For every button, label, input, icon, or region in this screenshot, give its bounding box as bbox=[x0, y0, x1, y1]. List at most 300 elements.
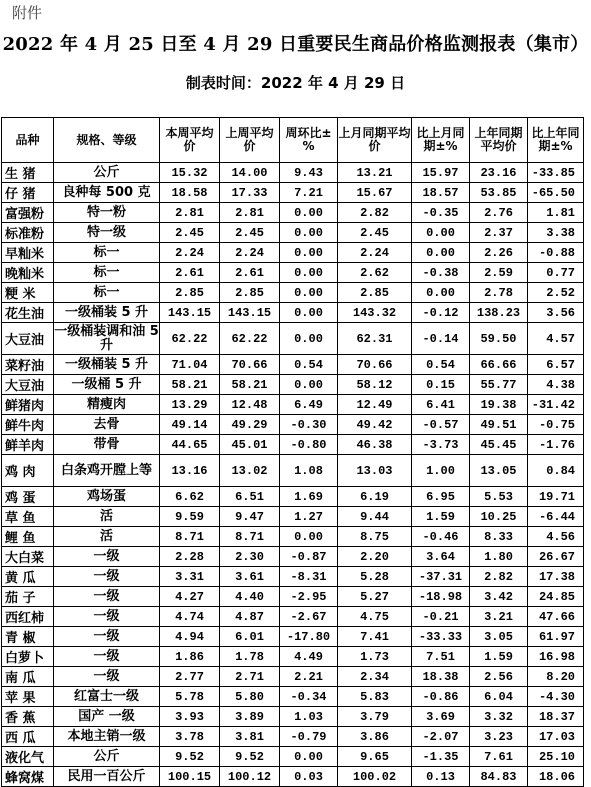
cell-year-change: -6.44 bbox=[528, 507, 584, 527]
cell-spec: 公斤 bbox=[54, 163, 160, 183]
cell-last-year: 2.37 bbox=[470, 223, 528, 243]
cell-last-month: 2.85 bbox=[338, 283, 412, 303]
cell-year-change: 17.38 bbox=[528, 567, 584, 587]
cell-last-month: 12.49 bbox=[338, 395, 412, 415]
table-row bbox=[2, 747, 584, 767]
cell-product-name: 香 蕉 bbox=[2, 707, 54, 727]
cell-product-name: 大白菜 bbox=[2, 547, 54, 567]
cell-year-change: -33.85 bbox=[528, 163, 584, 183]
cell-product-name: 仔 猪 bbox=[2, 183, 54, 203]
cell-month-change: -0.21 bbox=[412, 607, 470, 627]
cell-month-change: 6.95 bbox=[412, 487, 470, 507]
report-date: 制表时间：2022 年 4 月 29 日 bbox=[185, 74, 406, 92]
cell-year-change: 6.57 bbox=[528, 355, 584, 375]
col-header-last-year: 上年同期平均价 bbox=[470, 118, 528, 163]
cell-last-month: 46.38 bbox=[338, 435, 412, 455]
cell-year-change: 3.38 bbox=[528, 223, 584, 243]
cell-last-month: 70.66 bbox=[338, 355, 412, 375]
table-row bbox=[2, 183, 584, 203]
cell-spec: 公斤 bbox=[54, 747, 160, 767]
cell-year-change: -1.76 bbox=[528, 435, 584, 455]
cell-this-week: 4.27 bbox=[160, 587, 220, 607]
cell-this-week: 5.78 bbox=[160, 687, 220, 707]
cell-spec: 一级 bbox=[54, 547, 160, 567]
cell-last-week: 2.30 bbox=[220, 547, 280, 567]
cell-month-change: -0.86 bbox=[412, 687, 470, 707]
cell-week-change: 1.03 bbox=[280, 707, 338, 727]
cell-spec: 标一 bbox=[54, 283, 160, 303]
cell-week-change: 0.00 bbox=[280, 747, 338, 767]
cell-this-week: 13.29 bbox=[160, 395, 220, 415]
cell-spec: 一级 bbox=[54, 567, 160, 587]
cell-last-year: 8.33 bbox=[470, 527, 528, 547]
table-row bbox=[2, 687, 584, 707]
table-row bbox=[2, 303, 584, 323]
cell-last-week: 49.29 bbox=[220, 415, 280, 435]
cell-last-month: 13.21 bbox=[338, 163, 412, 183]
cell-month-change: -1.35 bbox=[412, 747, 470, 767]
cell-this-week: 62.22 bbox=[160, 323, 220, 355]
cell-last-month: 2.45 bbox=[338, 223, 412, 243]
cell-year-change: 0.84 bbox=[528, 455, 584, 487]
cell-last-month: 62.31 bbox=[338, 323, 412, 355]
cell-month-change: -18.98 bbox=[412, 587, 470, 607]
cell-spec: 一级桶装调和油 5 升 bbox=[54, 323, 159, 353]
cell-week-change: 0.00 bbox=[280, 203, 338, 223]
cell-last-year: 3.42 bbox=[470, 587, 528, 607]
cell-week-change: 0.00 bbox=[280, 527, 338, 547]
cell-week-change: 0.54 bbox=[280, 355, 338, 375]
cell-last-month: 4.75 bbox=[338, 607, 412, 627]
cell-last-week: 5.80 bbox=[220, 687, 280, 707]
cell-month-change: 0.13 bbox=[412, 767, 470, 787]
cell-last-month: 2.24 bbox=[338, 243, 412, 263]
cell-month-change: -0.35 bbox=[412, 203, 470, 223]
cell-last-month: 2.20 bbox=[338, 547, 412, 567]
table-row bbox=[2, 487, 584, 507]
cell-week-change: 0.00 bbox=[280, 243, 338, 263]
cell-month-change: -0.12 bbox=[412, 303, 470, 323]
table-row bbox=[2, 547, 584, 567]
cell-last-week: 70.66 bbox=[220, 355, 280, 375]
table-row bbox=[2, 587, 584, 607]
cell-spec: 一级 bbox=[54, 647, 160, 667]
cell-last-year: 3.05 bbox=[470, 627, 528, 647]
cell-product-name: 鸡 肉 bbox=[2, 455, 54, 487]
cell-product-name: 晚籼米 bbox=[2, 263, 54, 283]
cell-product-name: 大豆油 bbox=[2, 323, 54, 355]
cell-this-week: 9.59 bbox=[160, 507, 220, 527]
cell-last-week: 2.24 bbox=[220, 243, 280, 263]
table-row bbox=[2, 455, 584, 487]
cell-product-name: 大豆油 bbox=[2, 375, 54, 395]
cell-last-month: 15.67 bbox=[338, 183, 412, 203]
cell-spec: 良种每 500 克 bbox=[54, 183, 160, 203]
cell-spec: 国产 一级 bbox=[54, 707, 160, 727]
table-row bbox=[2, 507, 584, 527]
cell-spec: 去骨 bbox=[54, 415, 160, 435]
cell-product-name: 南 瓜 bbox=[2, 667, 54, 687]
attachment-label: 附件 bbox=[12, 4, 43, 22]
cell-last-week: 3.61 bbox=[220, 567, 280, 587]
cell-this-week: 15.32 bbox=[160, 163, 220, 183]
table-row bbox=[2, 567, 584, 587]
cell-product-name: 西 瓜 bbox=[2, 727, 54, 747]
cell-product-name: 蜂窝煤 bbox=[2, 767, 54, 787]
cell-year-change: -0.75 bbox=[528, 415, 584, 435]
cell-product-name: 粳 米 bbox=[2, 283, 54, 303]
cell-last-week: 2.45 bbox=[220, 223, 280, 243]
cell-product-name: 茄 子 bbox=[2, 587, 54, 607]
cell-last-year: 66.66 bbox=[470, 355, 528, 375]
col-header-month-change: 比上月同期±% bbox=[412, 118, 470, 163]
cell-year-change: 18.37 bbox=[528, 707, 584, 727]
cell-last-month: 49.42 bbox=[338, 415, 412, 435]
cell-this-week: 49.14 bbox=[160, 415, 220, 435]
cell-last-year: 2.26 bbox=[470, 243, 528, 263]
cell-spec: 精瘦肉 bbox=[54, 395, 160, 415]
cell-year-change: 17.03 bbox=[528, 727, 584, 747]
cell-last-week: 4.87 bbox=[220, 607, 280, 627]
cell-this-week: 44.65 bbox=[160, 435, 220, 455]
cell-this-week: 58.21 bbox=[160, 375, 220, 395]
cell-spec: 鸡场蛋 bbox=[54, 487, 160, 507]
cell-year-change: 4.57 bbox=[528, 323, 584, 355]
table-row bbox=[2, 727, 584, 747]
cell-product-name: 白萝卜 bbox=[2, 647, 54, 667]
cell-last-year: 138.23 bbox=[470, 303, 528, 323]
cell-last-week: 62.22 bbox=[220, 323, 280, 355]
cell-week-change: 0.00 bbox=[280, 375, 338, 395]
cell-year-change: -31.42 bbox=[528, 395, 584, 415]
table-row bbox=[2, 527, 584, 547]
cell-last-month: 8.75 bbox=[338, 527, 412, 547]
cell-week-change: -0.80 bbox=[280, 435, 338, 455]
col-header-this-week: 本周平均价 bbox=[160, 118, 220, 163]
table-row bbox=[2, 435, 584, 455]
cell-last-week: 45.01 bbox=[220, 435, 280, 455]
table-row bbox=[2, 223, 584, 243]
cell-month-change: 0.54 bbox=[412, 355, 470, 375]
cell-last-month: 5.28 bbox=[338, 567, 412, 587]
cell-year-change: -4.30 bbox=[528, 687, 584, 707]
cell-this-week: 13.16 bbox=[160, 455, 220, 487]
cell-this-week: 71.04 bbox=[160, 355, 220, 375]
cell-month-change: 15.97 bbox=[412, 163, 470, 183]
table-row bbox=[2, 415, 584, 435]
cell-product-name: 黄 瓜 bbox=[2, 567, 54, 587]
cell-last-week: 143.15 bbox=[220, 303, 280, 323]
cell-this-week: 2.61 bbox=[160, 263, 220, 283]
cell-spec: 一级 bbox=[54, 607, 160, 627]
cell-month-change: 18.57 bbox=[412, 183, 470, 203]
cell-last-week: 3.89 bbox=[220, 707, 280, 727]
cell-this-week: 8.71 bbox=[160, 527, 220, 547]
cell-this-week: 3.78 bbox=[160, 727, 220, 747]
cell-last-month: 2.34 bbox=[338, 667, 412, 687]
table-header-row bbox=[2, 118, 584, 163]
cell-product-name: 鸡 蛋 bbox=[2, 487, 54, 507]
cell-last-week: 8.71 bbox=[220, 527, 280, 547]
cell-month-change: -0.46 bbox=[412, 527, 470, 547]
cell-year-change: 24.85 bbox=[528, 587, 584, 607]
cell-last-month: 9.44 bbox=[338, 507, 412, 527]
cell-last-month: 58.12 bbox=[338, 375, 412, 395]
cell-last-year: 19.38 bbox=[470, 395, 528, 415]
cell-week-change: 4.49 bbox=[280, 647, 338, 667]
col-header-name: 品种 bbox=[2, 118, 54, 163]
cell-year-change: 47.66 bbox=[528, 607, 584, 627]
col-header-last-week: 上周平均价 bbox=[220, 118, 280, 163]
cell-this-week: 2.77 bbox=[160, 667, 220, 687]
cell-month-change: -3.73 bbox=[412, 435, 470, 455]
cell-this-week: 2.81 bbox=[160, 203, 220, 223]
cell-year-change: 8.20 bbox=[528, 667, 584, 687]
cell-this-week: 2.24 bbox=[160, 243, 220, 263]
cell-month-change: -0.14 bbox=[412, 323, 470, 355]
table-row bbox=[2, 607, 584, 627]
cell-spec: 一级 bbox=[54, 667, 160, 687]
cell-month-change: -0.38 bbox=[412, 263, 470, 283]
cell-last-month: 9.65 bbox=[338, 747, 412, 767]
cell-month-change: 3.69 bbox=[412, 707, 470, 727]
cell-last-week: 2.61 bbox=[220, 263, 280, 283]
cell-month-change: 0.00 bbox=[412, 283, 470, 303]
cell-week-change: 2.21 bbox=[280, 667, 338, 687]
cell-last-week: 3.81 bbox=[220, 727, 280, 747]
cell-month-change: -0.57 bbox=[412, 415, 470, 435]
cell-month-change: -2.07 bbox=[412, 727, 470, 747]
cell-year-change: 19.71 bbox=[528, 487, 584, 507]
cell-spec: 本地主销一级 bbox=[54, 727, 160, 747]
cell-spec: 一级桶 5 升 bbox=[54, 375, 160, 395]
cell-last-year: 45.45 bbox=[470, 435, 528, 455]
cell-product-name: 鲜牛肉 bbox=[2, 415, 54, 435]
cell-this-week: 143.15 bbox=[160, 303, 220, 323]
cell-last-year: 1.80 bbox=[470, 547, 528, 567]
cell-last-year: 3.21 bbox=[470, 607, 528, 627]
cell-last-week: 2.81 bbox=[220, 203, 280, 223]
cell-this-week: 2.85 bbox=[160, 283, 220, 303]
cell-month-change: 0.00 bbox=[412, 243, 470, 263]
cell-last-week: 1.78 bbox=[220, 647, 280, 667]
table-row bbox=[2, 163, 584, 183]
cell-last-week: 58.21 bbox=[220, 375, 280, 395]
cell-spec: 一级桶装 5 升 bbox=[54, 355, 160, 375]
cell-year-change: 4.38 bbox=[528, 375, 584, 395]
col-header-last-month: 上月同期平均价 bbox=[338, 118, 412, 163]
cell-product-name: 青 椒 bbox=[2, 627, 54, 647]
cell-year-change: -65.50 bbox=[528, 183, 584, 203]
cell-spec: 红富士一级 bbox=[54, 687, 160, 707]
cell-last-month: 3.79 bbox=[338, 707, 412, 727]
cell-spec: 标一 bbox=[54, 243, 160, 263]
cell-week-change: 9.43 bbox=[280, 163, 338, 183]
cell-last-week: 6.51 bbox=[220, 487, 280, 507]
cell-year-change: 3.56 bbox=[528, 303, 584, 323]
cell-year-change: 0.77 bbox=[528, 263, 584, 283]
cell-week-change: -0.34 bbox=[280, 687, 338, 707]
cell-this-week: 3.31 bbox=[160, 567, 220, 587]
cell-product-name: 西红柿 bbox=[2, 607, 54, 627]
cell-last-year: 59.50 bbox=[470, 323, 528, 355]
cell-month-change: 6.41 bbox=[412, 395, 470, 415]
cell-year-change: 26.67 bbox=[528, 547, 584, 567]
cell-year-change: 2.52 bbox=[528, 283, 584, 303]
cell-this-week: 1.86 bbox=[160, 647, 220, 667]
cell-product-name: 苹 果 bbox=[2, 687, 54, 707]
cell-product-name: 鲜猪肉 bbox=[2, 395, 54, 415]
col-header-year-change: 比上年同期±% bbox=[528, 118, 584, 163]
cell-spec: 特一级 bbox=[54, 223, 160, 243]
cell-product-name: 早籼米 bbox=[2, 243, 54, 263]
cell-this-week: 6.62 bbox=[160, 487, 220, 507]
cell-last-year: 7.61 bbox=[470, 747, 528, 767]
table-row bbox=[2, 243, 584, 263]
cell-year-change: 25.10 bbox=[528, 747, 584, 767]
cell-month-change: 1.00 bbox=[412, 455, 470, 487]
cell-last-year: 3.32 bbox=[470, 707, 528, 727]
cell-last-year: 2.76 bbox=[470, 203, 528, 223]
cell-week-change: 0.00 bbox=[280, 223, 338, 243]
cell-last-year: 1.59 bbox=[470, 647, 528, 667]
cell-week-change: -0.30 bbox=[280, 415, 338, 435]
cell-last-week: 9.47 bbox=[220, 507, 280, 527]
cell-this-week: 9.52 bbox=[160, 747, 220, 767]
cell-this-week: 3.93 bbox=[160, 707, 220, 727]
cell-week-change: 0.03 bbox=[280, 767, 338, 787]
cell-product-name: 草 鱼 bbox=[2, 507, 54, 527]
cell-week-change: 1.08 bbox=[280, 455, 338, 487]
cell-spec: 标一 bbox=[54, 263, 160, 283]
cell-last-year: 53.85 bbox=[470, 183, 528, 203]
cell-product-name: 鲜羊肉 bbox=[2, 435, 54, 455]
cell-week-change: -2.95 bbox=[280, 587, 338, 607]
cell-week-change: 6.49 bbox=[280, 395, 338, 415]
cell-week-change: 0.00 bbox=[280, 323, 338, 355]
cell-last-year: 49.51 bbox=[470, 415, 528, 435]
cell-month-change: 0.15 bbox=[412, 375, 470, 395]
table-row bbox=[2, 707, 584, 727]
cell-last-year: 2.82 bbox=[470, 567, 528, 587]
cell-week-change: 0.00 bbox=[280, 303, 338, 323]
cell-last-week: 2.71 bbox=[220, 667, 280, 687]
cell-last-year: 6.04 bbox=[470, 687, 528, 707]
cell-year-change: 18.06 bbox=[528, 767, 584, 787]
table-row bbox=[2, 323, 584, 355]
cell-week-change: 1.69 bbox=[280, 487, 338, 507]
table-row bbox=[2, 375, 584, 395]
cell-year-change: 61.97 bbox=[528, 627, 584, 647]
cell-this-week: 4.74 bbox=[160, 607, 220, 627]
cell-last-month: 7.41 bbox=[338, 627, 412, 647]
table-row bbox=[2, 203, 584, 223]
cell-spec: 一级 bbox=[54, 627, 160, 647]
cell-week-change: -8.31 bbox=[280, 567, 338, 587]
cell-last-week: 6.01 bbox=[220, 627, 280, 647]
cell-month-change: 1.59 bbox=[412, 507, 470, 527]
cell-last-year: 2.56 bbox=[470, 667, 528, 687]
cell-last-year: 84.83 bbox=[470, 767, 528, 787]
cell-last-month: 3.86 bbox=[338, 727, 412, 747]
cell-product-name: 菜籽油 bbox=[2, 355, 54, 375]
cell-last-month: 13.03 bbox=[338, 455, 412, 487]
cell-spec: 特一粉 bbox=[54, 203, 160, 223]
cell-spec: 民用一百公斤 bbox=[54, 767, 160, 787]
cell-week-change: 0.00 bbox=[280, 263, 338, 283]
cell-last-year: 2.59 bbox=[470, 263, 528, 283]
cell-last-week: 12.48 bbox=[220, 395, 280, 415]
cell-this-week: 2.28 bbox=[160, 547, 220, 567]
table-row bbox=[2, 395, 584, 415]
cell-last-year: 3.23 bbox=[470, 727, 528, 747]
cell-last-week: 17.33 bbox=[220, 183, 280, 203]
cell-last-month: 5.27 bbox=[338, 587, 412, 607]
cell-spec: 一级 bbox=[54, 587, 160, 607]
cell-week-change: -17.80 bbox=[280, 627, 338, 647]
table-row bbox=[2, 355, 584, 375]
col-header-spec: 规格、等级 bbox=[54, 118, 160, 163]
cell-last-week: 2.85 bbox=[220, 283, 280, 303]
cell-last-year: 10.25 bbox=[470, 507, 528, 527]
cell-this-week: 100.15 bbox=[160, 767, 220, 787]
cell-this-week: 2.45 bbox=[160, 223, 220, 243]
cell-month-change: 18.38 bbox=[412, 667, 470, 687]
cell-month-change: 7.51 bbox=[412, 647, 470, 667]
table-row bbox=[2, 627, 584, 647]
cell-last-year: 2.78 bbox=[470, 283, 528, 303]
cell-last-week: 14.00 bbox=[220, 163, 280, 183]
cell-last-year: 55.77 bbox=[470, 375, 528, 395]
cell-last-week: 4.40 bbox=[220, 587, 280, 607]
table-row bbox=[2, 263, 584, 283]
report-title: 2022 年 4 月 25 日至 4 月 29 日重要民生商品价格监测报表（集市） bbox=[2, 34, 589, 55]
cell-month-change: 0.00 bbox=[412, 223, 470, 243]
cell-product-name: 生 猪 bbox=[2, 163, 54, 183]
cell-last-month: 100.02 bbox=[338, 767, 412, 787]
cell-year-change: 1.81 bbox=[528, 203, 584, 223]
cell-week-change: 1.27 bbox=[280, 507, 338, 527]
cell-last-month: 2.62 bbox=[338, 263, 412, 283]
cell-product-name: 液化气 bbox=[2, 747, 54, 767]
cell-week-change: -0.79 bbox=[280, 727, 338, 747]
table-row bbox=[2, 647, 584, 667]
table-row bbox=[2, 667, 584, 687]
cell-last-year: 5.53 bbox=[470, 487, 528, 507]
cell-year-change: 16.98 bbox=[528, 647, 584, 667]
cell-month-change: 3.64 bbox=[412, 547, 470, 567]
cell-product-name: 标准粉 bbox=[2, 223, 54, 243]
cell-last-year: 23.16 bbox=[470, 163, 528, 183]
cell-week-change: 7.21 bbox=[280, 183, 338, 203]
cell-month-change: -33.33 bbox=[412, 627, 470, 647]
cell-this-week: 18.58 bbox=[160, 183, 220, 203]
cell-last-month: 6.19 bbox=[338, 487, 412, 507]
cell-month-change: -37.31 bbox=[412, 567, 470, 587]
cell-spec: 一级桶装 5 升 bbox=[54, 303, 160, 323]
cell-week-change: 0.00 bbox=[280, 283, 338, 303]
cell-product-name: 富强粉 bbox=[2, 203, 54, 223]
cell-spec: 白条鸡开膛上等 bbox=[54, 455, 160, 487]
table-row bbox=[2, 767, 584, 787]
cell-last-month: 143.32 bbox=[338, 303, 412, 323]
cell-year-change: -0.88 bbox=[528, 243, 584, 263]
price-table bbox=[1, 117, 584, 787]
cell-spec: 活 bbox=[54, 527, 160, 547]
cell-this-week: 4.94 bbox=[160, 627, 220, 647]
cell-year-change: 4.56 bbox=[528, 527, 584, 547]
cell-last-month: 2.82 bbox=[338, 203, 412, 223]
